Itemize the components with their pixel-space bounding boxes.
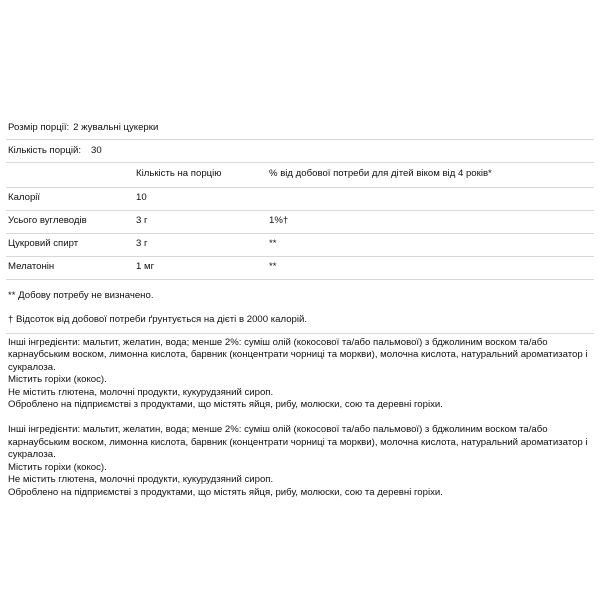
- nutrient-name: Мелатонін: [6, 256, 134, 279]
- table-header-row: [6, 163, 594, 187]
- nutrient-amount: 3 г: [134, 210, 267, 233]
- nutrient-amount: 1 мг: [134, 256, 267, 279]
- servings-count-value: 30: [91, 144, 102, 156]
- facility-warning-text: Оброблено на підприємстві з продуктами, що містять яйця, рибу, молюски, сою та деревні горіхи.: [8, 487, 443, 499]
- serving-size-label: Розмір порції:: [8, 121, 70, 133]
- serving-size-row: [6, 117, 594, 140]
- servings-per-container-row: [6, 140, 594, 163]
- nutrient-name: Усього вуглеводів: [6, 210, 134, 233]
- footnote-daily-value: † Відсоток від добової потреби ґрунтується на дієті в 2000 калорій.: [6, 314, 594, 334]
- nutrient-amount: 10: [134, 187, 267, 210]
- table-row: [6, 187, 594, 210]
- nutrient-name: Цукровий спирт: [6, 233, 134, 256]
- nutrient-amount: 3 г: [134, 233, 267, 256]
- allergen-nuts-text: Містить горіхи (кокос).: [8, 461, 107, 473]
- ingredients-block: [6, 337, 594, 413]
- free-from-text: Не містить глютена, молочні продукти, кукурудзяний сироп.: [8, 474, 274, 486]
- footnote-not-established: ** Добову потребу не визначено.: [8, 289, 154, 301]
- servings-count-label: Кількість порцій:: [8, 144, 82, 156]
- nutrient-name: Калорії: [6, 187, 134, 210]
- serving-size-value: 2 жувальні цукерки: [73, 121, 159, 133]
- table-header-name: [6, 163, 134, 187]
- other-ingredients-text: Інші інгредієнти: мальтит, желатин, вода; менше 2%: суміш олій (кокосової та/або пальмової) з бджолиним воском та/або карнаубським воском, лимонна кислота, барвник (концентрати чорниці та моркви), молочна кислота, натуральний ароматизатор і сукралоза.: [8, 424, 588, 461]
- table-row: [6, 233, 594, 256]
- nutrient-daily-value: 1%†: [267, 210, 594, 233]
- table-row: [6, 256, 594, 279]
- free-from-text: Не містить глютена, молочні продукти, кукурудзяний сироп.: [8, 386, 274, 398]
- ingredients-block: [6, 424, 594, 500]
- table-header-amount: Кількість на порцію: [134, 163, 267, 187]
- nutrition-table: [6, 163, 594, 280]
- nutrient-daily-value: **: [267, 256, 594, 279]
- table-row: [6, 210, 594, 233]
- nutrient-daily-value: **: [267, 233, 594, 256]
- other-ingredients-text: Інші інгредієнти: мальтит, желатин, вода; менше 2%: суміш олій (кокосової та/або пальмової) з бджолиним воском та/або карнаубським воском, лимонна кислота, барвник (концентрати чорниці та моркви), молочна кислота, натуральний ароматизатор і сукралоза.: [8, 336, 588, 373]
- supplement-facts: [6, 117, 594, 500]
- nutrient-daily-value: [267, 187, 594, 210]
- table-header-daily-value: % від добової потреби для дітей віком від 4 років*: [267, 163, 594, 187]
- allergen-nuts-text: Містить горіхи (кокос).: [8, 374, 107, 386]
- facility-warning-text: Оброблено на підприємстві з продуктами, що містять яйця, рибу, молюски, сою та деревні горіхи.: [8, 399, 443, 411]
